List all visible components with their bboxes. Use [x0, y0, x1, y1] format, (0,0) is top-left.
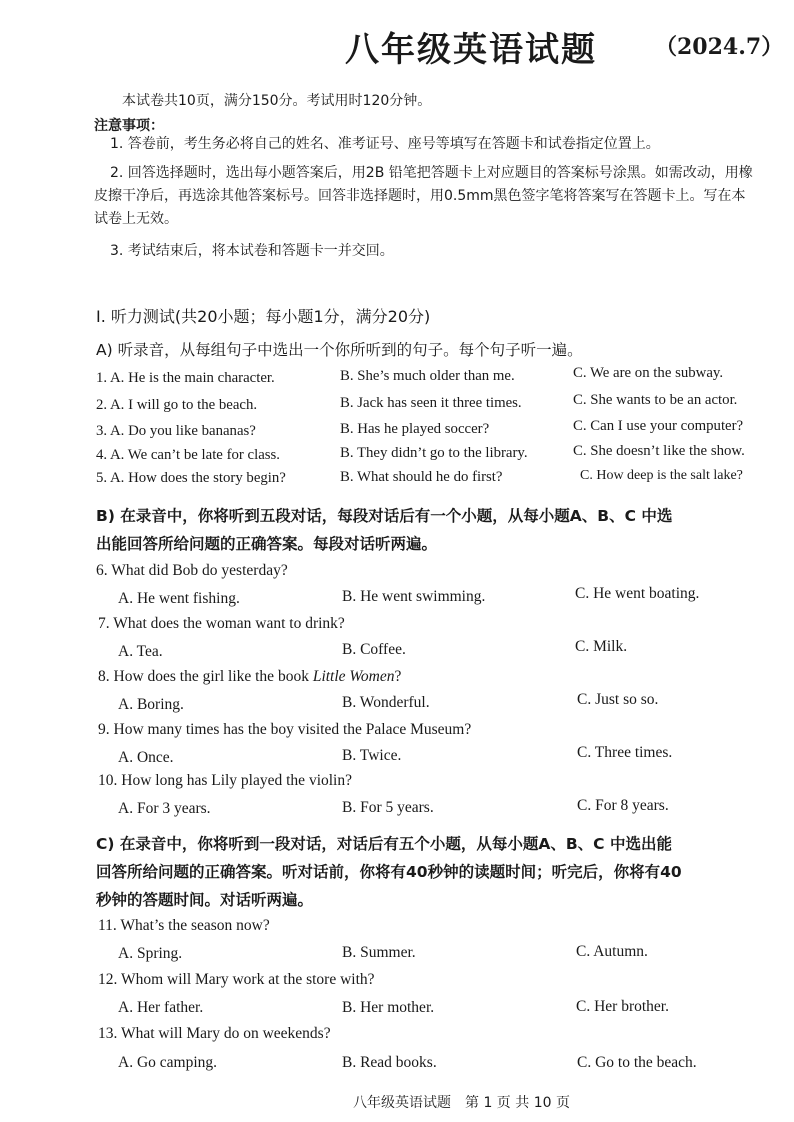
option-b: B. Her mother. — [342, 999, 435, 1016]
part-b-instruction: B) 在录音中，你将听到五段对话，每段对话后有一个小题，从每小题A、B、C 中选 — [96, 507, 673, 525]
option-a: A. He went fishing. — [118, 590, 240, 607]
option-b: B. Read books. — [342, 1054, 437, 1071]
option-b: B. Jack has seen it three times. — [340, 395, 522, 411]
option-c: C. Can I use your computer? — [573, 418, 744, 434]
option-b: B. Coffee. — [342, 641, 406, 658]
option-a: 2. A. I will go to the beach. — [96, 397, 258, 413]
notice-item: 3. 考试结束后，将本试卷和答题卡一并交回。 — [110, 243, 394, 259]
part-b-instruction: 出能回答所给问题的正确答案。每段对话听两遍。 — [96, 535, 438, 553]
option-c: C. Just so so. — [577, 691, 659, 708]
option-c: C. For 8 years. — [577, 797, 669, 814]
option-b: B. For 5 years. — [342, 799, 434, 816]
option-b: B. Wonderful. — [342, 694, 430, 711]
option-a: A. Tea. — [118, 643, 163, 660]
option-a: 3. A. Do you like bananas? — [96, 423, 256, 439]
part-c-instruction: 秒钟的答题时间。对话听两遍。 — [96, 891, 314, 909]
notice-item: 2. 回答选择题时，选出每小题答案后，用2B 铅笔把答题卡上对应题目的答案标号涂黑。如需改动，用橡皮擦干净后，再选涂其他答案标号。回答非选择题时，用0.5mm黑色签字笔将答案写在答题卡上。写在本试卷上无效。 — [94, 165, 753, 227]
option-c: C. Her brother. — [576, 998, 669, 1015]
option-b: B. Summer. — [342, 944, 416, 961]
option-c: C. Go to the beach. — [577, 1054, 697, 1071]
option-a: 5. A. How does the story begin? — [96, 470, 286, 486]
option-a: A. Her father. — [118, 999, 204, 1016]
option-c: C. Milk. — [575, 638, 628, 655]
option-a: 4. A. We can’t be late for class. — [96, 447, 280, 463]
option-b: B. Has he played soccer? — [340, 421, 490, 437]
notice-heading: 注意事项： — [94, 118, 164, 134]
option-c: C. He went boating. — [575, 585, 700, 602]
option-b: B. He went swimming. — [342, 588, 486, 605]
option-a: A. Go camping. — [118, 1054, 218, 1071]
exam-date: （2024.7） — [655, 34, 784, 60]
option-b: B. Twice. — [342, 747, 402, 764]
option-b: B. She’s much older than me. — [340, 368, 515, 384]
exam-intro: 本试卷共10页，满分150分。考试用时120分钟。 — [122, 93, 432, 109]
question-text: 13. What will Mary do on weekends? — [98, 1025, 331, 1042]
page-footer: 八年级英语试题 第 1 页 共 10 页 — [353, 1095, 570, 1111]
option-c: C. She wants to be an actor. — [573, 392, 738, 408]
question-text: 12. Whom will Mary work at the store with? — [98, 971, 375, 988]
option-c: C. Autumn. — [576, 943, 648, 960]
option-a: A. Boring. — [118, 696, 184, 713]
page-title: 八年级英语试题 — [345, 30, 597, 70]
notice-item: 1. 答卷前，考生务必将自己的姓名、准考证号、座号等填写在答题卡和试卷指定位置上。 — [110, 136, 660, 152]
part-c-instruction: 回答所给问题的正确答案。听对话前，你将有40秒钟的读题时间；听完后，你将有40 — [96, 863, 682, 881]
option-b: B. What should he do first? — [340, 469, 503, 485]
section-heading: I. 听力测试(共20小题；每小题1分，满分20分) — [96, 307, 431, 326]
option-c: C. How deep is the salt lake? — [580, 468, 743, 483]
question-text: 11. What’s the season now? — [98, 917, 270, 934]
question-text: 10. How long has Lily played the violin? — [98, 772, 352, 789]
question-text: 8. How does the girl like the book Little Women? — [98, 668, 402, 685]
option-a: A. Spring. — [118, 945, 183, 962]
option-a: A. For 3 years. — [118, 800, 211, 817]
question-text: 7. What does the woman want to drink? — [98, 615, 345, 632]
part-c-instruction: C) 在录音中，你将听到一段对话，对话后有五个小题，从每小题A、B、C 中选出能 — [96, 835, 672, 853]
option-c: C. Three times. — [577, 744, 673, 761]
option-a: A. Once. — [118, 749, 174, 766]
question-text: 9. How many times has the boy visited the Palace Museum? — [98, 721, 472, 738]
option-a: 1. A. He is the main character. — [96, 370, 275, 386]
question-text: 6. What did Bob do yesterday? — [96, 562, 288, 579]
option-c: C. We are on the subway. — [573, 365, 724, 381]
option-c: C. She doesn’t like the show. — [573, 443, 745, 459]
option-b: B. They didn’t go to the library. — [340, 445, 528, 461]
part-a-instruction: A) 听录音，从每组句子中选出一个你所听到的句子。每个句子听一遍。 — [96, 341, 583, 359]
